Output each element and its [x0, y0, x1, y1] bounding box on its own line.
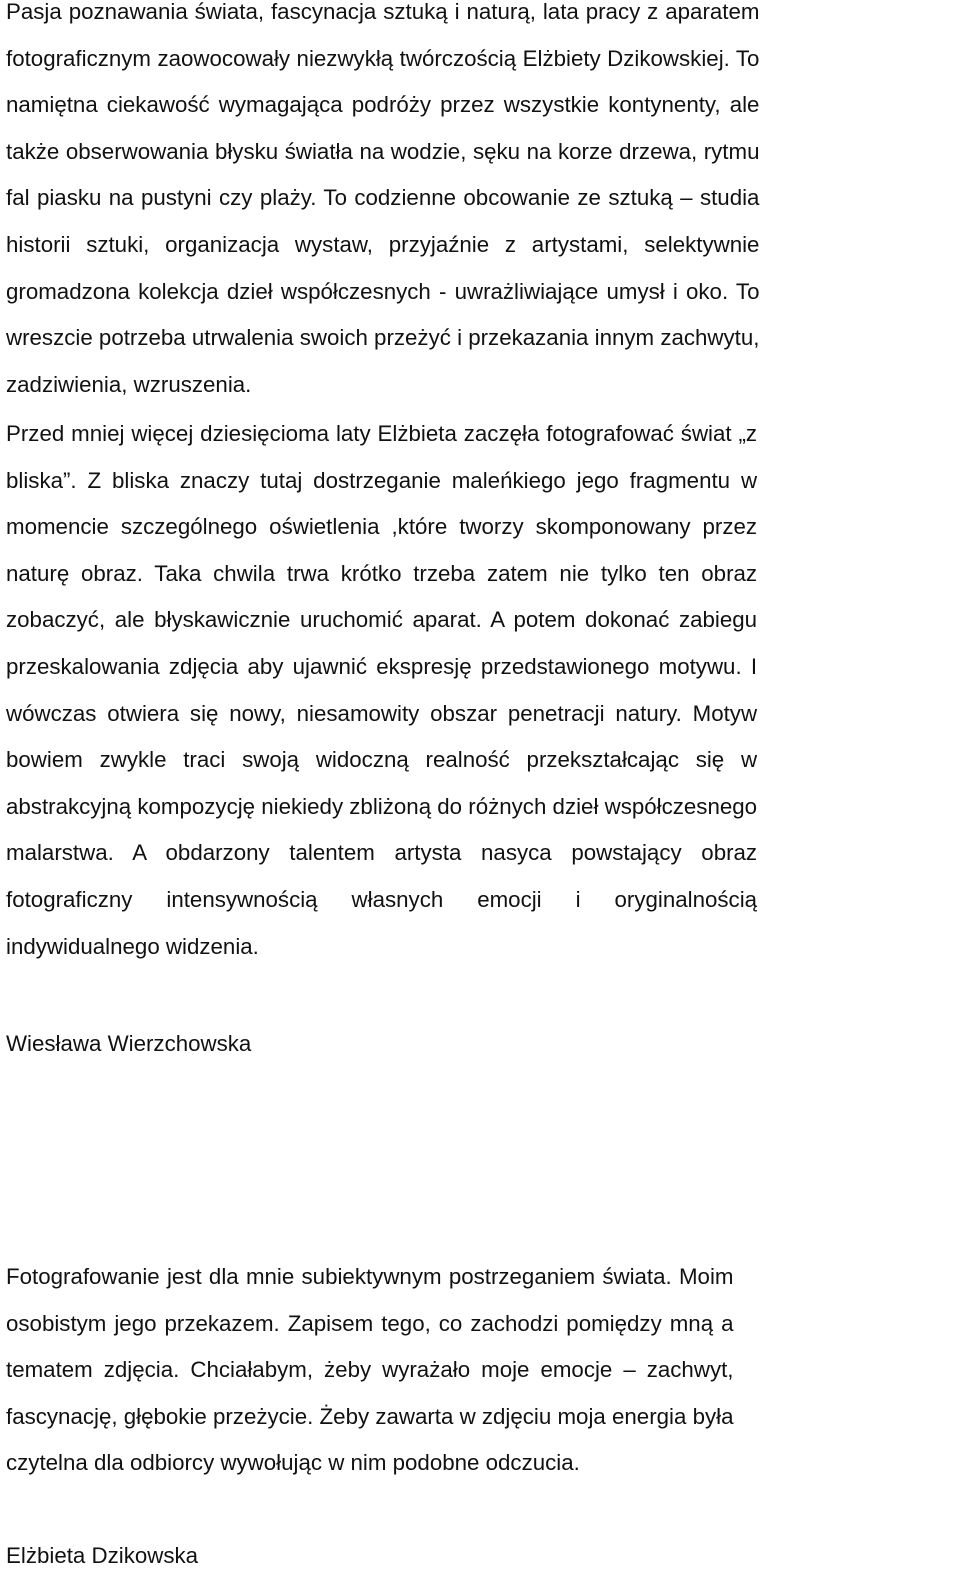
text-line: indywidualnego widzenia.: [6, 933, 259, 959]
text-line: wreszcie potrzeba utrwalenia swoich przeżyć i przekazania innym zachwytu,: [6, 325, 760, 351]
text-line: bowiem zwykle traci swoją widoczną realność przekształcając się w: [6, 747, 758, 773]
text-line: Przed mniej więcej dziesięcioma laty Elżbieta zaczęła fotografować świat „z: [6, 421, 758, 446]
paragraph-3: [6, 1254, 733, 1487]
text-line: malarstwa. A obdarzony talentem artysta nasyca powstający obraz: [6, 840, 758, 866]
text-line: gromadzona kolekcja dzieł współczesnych - uwrażliwiające umysł i oko. To: [6, 278, 760, 304]
text-line: namiętna ciekawość wymagająca podróży przez wszystkie kontynenty, ale: [6, 92, 760, 118]
text-line: zadziwienia, wzruszenia.: [6, 371, 252, 397]
text-line: fotograficznym zaowocowały niezwykłą twórczością Elżbiety Dzikowskiej. To: [6, 45, 760, 71]
signature-author-1: Wiesława Wierzchowska: [6, 1031, 252, 1056]
text-line: momencie szczególnego oświetlenia ,które tworzy skomponowany przez: [6, 514, 758, 540]
text-line: fotograficzny intensywnością własnych emocji i oryginalnością: [6, 886, 758, 912]
paragraph-1: [6, 0, 759, 408]
text-line: zobaczyć, ale błyskawicznie uruchomić aparat. A potem dokonać zabiegu: [6, 607, 758, 633]
text-line: fal piasku na pustyni czy plaży. To codzienne obcowanie ze sztuką – studia: [6, 185, 760, 211]
text-line: wówczas otwiera się nowy, niesamowity obszar penetracji natury. Motyw: [6, 700, 758, 726]
text-line: tematem zdjęcia. Chciałabym, żeby wyrażało moje emocje – zachwyt,: [6, 1357, 734, 1383]
text-line: Pasja poznawania świata, fascynacja sztuką i naturą, lata pracy z aparatem: [6, 0, 760, 24]
text-line: osobistym jego przekazem. Zapisem tego, co zachodzi pomiędzy mną a: [6, 1310, 734, 1336]
paragraph-2: [6, 411, 757, 970]
signature-author-2: Elżbieta Dzikowska: [6, 1543, 199, 1568]
text-line: bliska”. Z bliska znaczy tutaj dostrzeganie maleńkiego jego fragmentu w: [6, 467, 758, 493]
text-line: czytelna dla odbiorcy wywołując w nim podobne odczucia.: [6, 1450, 580, 1476]
text-line: naturę obraz. Taka chwila trwa krótko trzeba zatem nie tylko ten obraz: [6, 560, 758, 586]
text-line: abstrakcyjną kompozycję niekiedy zbliżoną do różnych dzieł współczesnego: [6, 793, 758, 819]
text-line: fascynację, głębokie przeżycie. Żeby zawarta w zdjęciu moja energia była: [6, 1403, 734, 1429]
text-line: przeskalowania zdjęcia aby ujawnić ekspresję przedstawionego motywu. I: [6, 653, 758, 679]
text-line: Fotografowanie jest dla mnie subiektywnym postrzeganiem świata. Moim: [6, 1264, 734, 1289]
text-line: historii sztuki, organizacja wystaw, przyjaźnie z artystami, selektywnie: [6, 231, 760, 257]
text-line: także obserwowania błysku światła na wodzie, sęku na korze drzewa, rytmu: [6, 138, 760, 164]
